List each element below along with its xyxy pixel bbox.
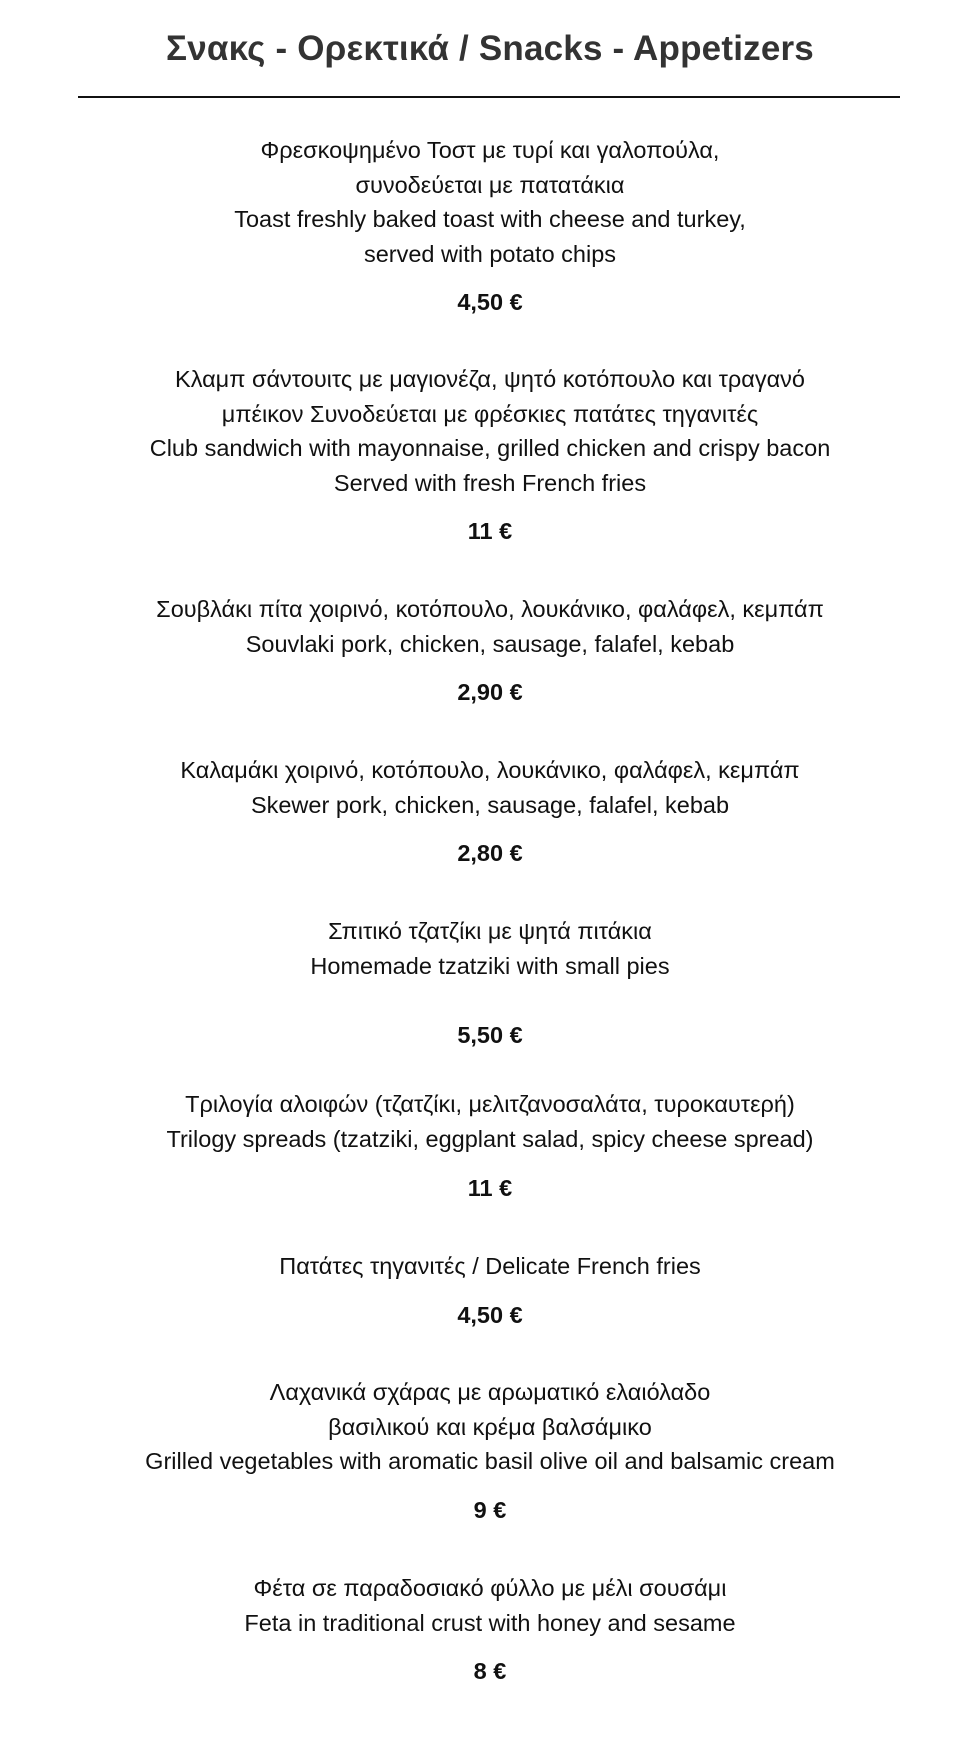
item-price: 11 € (467, 518, 513, 544)
menu-item-trilogy-spreads (0, 1087, 980, 1206)
item-description-line: Feta in traditional crust with honey and sesame (244, 1609, 736, 1636)
page-title: Σνακς - Ορεκτικά / Snacks - Appetizers (166, 29, 814, 68)
menu-item-grilled-vegetables (0, 1375, 980, 1527)
item-description-line: Club sandwich with mayonnaise, grilled chicken and crispy bacon (149, 435, 831, 461)
item-price: 2,90 € (457, 679, 523, 705)
item-price: 4,50 € (457, 289, 523, 315)
item-description-line: Λαχανικά σχάρας με αρωματικό ελαιόλαδο (269, 1379, 711, 1405)
item-description-line: Skewer pork, chicken, sausage, falafel, kebab (250, 791, 730, 818)
item-price: 11 € (467, 1175, 513, 1201)
menu-item-french-fries (0, 1249, 980, 1332)
item-price: 2,80 € (457, 840, 523, 866)
item-description-line: συνοδεύεται με πατατάκια (355, 171, 625, 198)
menu-item-feta (0, 1571, 980, 1689)
item-price: 9 € (473, 1496, 507, 1523)
item-description-line: served with potato chips (363, 240, 617, 267)
item-description-line: Trilogy spreads (tzatziki, eggplant salad, spicy cheese spread) (166, 1125, 814, 1152)
menu-item-toast (0, 133, 980, 320)
menu-item-skewer (0, 753, 980, 871)
title-divider (78, 96, 900, 98)
menu-item-souvlaki (0, 592, 980, 710)
item-description-line: μπέικον Συνοδεύεται με φρέσκιες πατάτες τηγανιτές (221, 400, 759, 427)
menu-item-tzatziki (0, 914, 980, 1053)
item-description-line: Σπιτικό τζατζίκι με ψητά πιτάκια (328, 918, 652, 944)
item-description-line: Served with fresh French fries (333, 469, 647, 496)
item-description-line: Grilled vegetables with aromatic basil olive oil and balsamic cream (145, 1448, 835, 1474)
menu-item-club-sandwich (0, 362, 980, 549)
item-description-line: Φέτα σε παραδοσιακό φύλλο με μέλι σουσάμι (253, 1575, 727, 1601)
item-description-line: Toast freshly baked toast with cheese and turkey, (234, 206, 746, 232)
item-description-line: Καλαμάκι χοιρινό, κοτόπουλο, λουκάνικο, φαλάφελ, κεμπάπ (180, 757, 800, 783)
item-description-line: Homemade tzatziki with small pies (310, 952, 670, 979)
item-price: 5,50 € (457, 1022, 523, 1048)
item-description-line: Τριλογία αλοιφών (τζατζίκι, μελιτζανοσαλάτα, τυροκαυτερή) (185, 1091, 795, 1117)
item-price: 8 € (473, 1658, 507, 1684)
item-price: 4,50 € (457, 1301, 523, 1328)
item-description-line: Φρεσκοψημένο Τοστ με τυρί και γαλοπούλα, (260, 137, 720, 163)
item-description-line: Κλαμπ σάντουιτς με μαγιονέζα, ψητό κοτόπουλο και τραγανό (175, 366, 805, 392)
item-description-line: Souvlaki pork, chicken, sausage, falafel, kebab (245, 630, 735, 657)
item-description-line: Πατάτες τηγανιτές / Delicate French fries (279, 1253, 701, 1279)
item-description-line: Σουβλάκι πίτα χοιρινό, κοτόπουλο, λουκάνικο, φαλάφελ, κεμπάπ (156, 596, 824, 622)
item-description-line: βασιλικού και κρέμα βαλσάμικο (328, 1413, 652, 1440)
